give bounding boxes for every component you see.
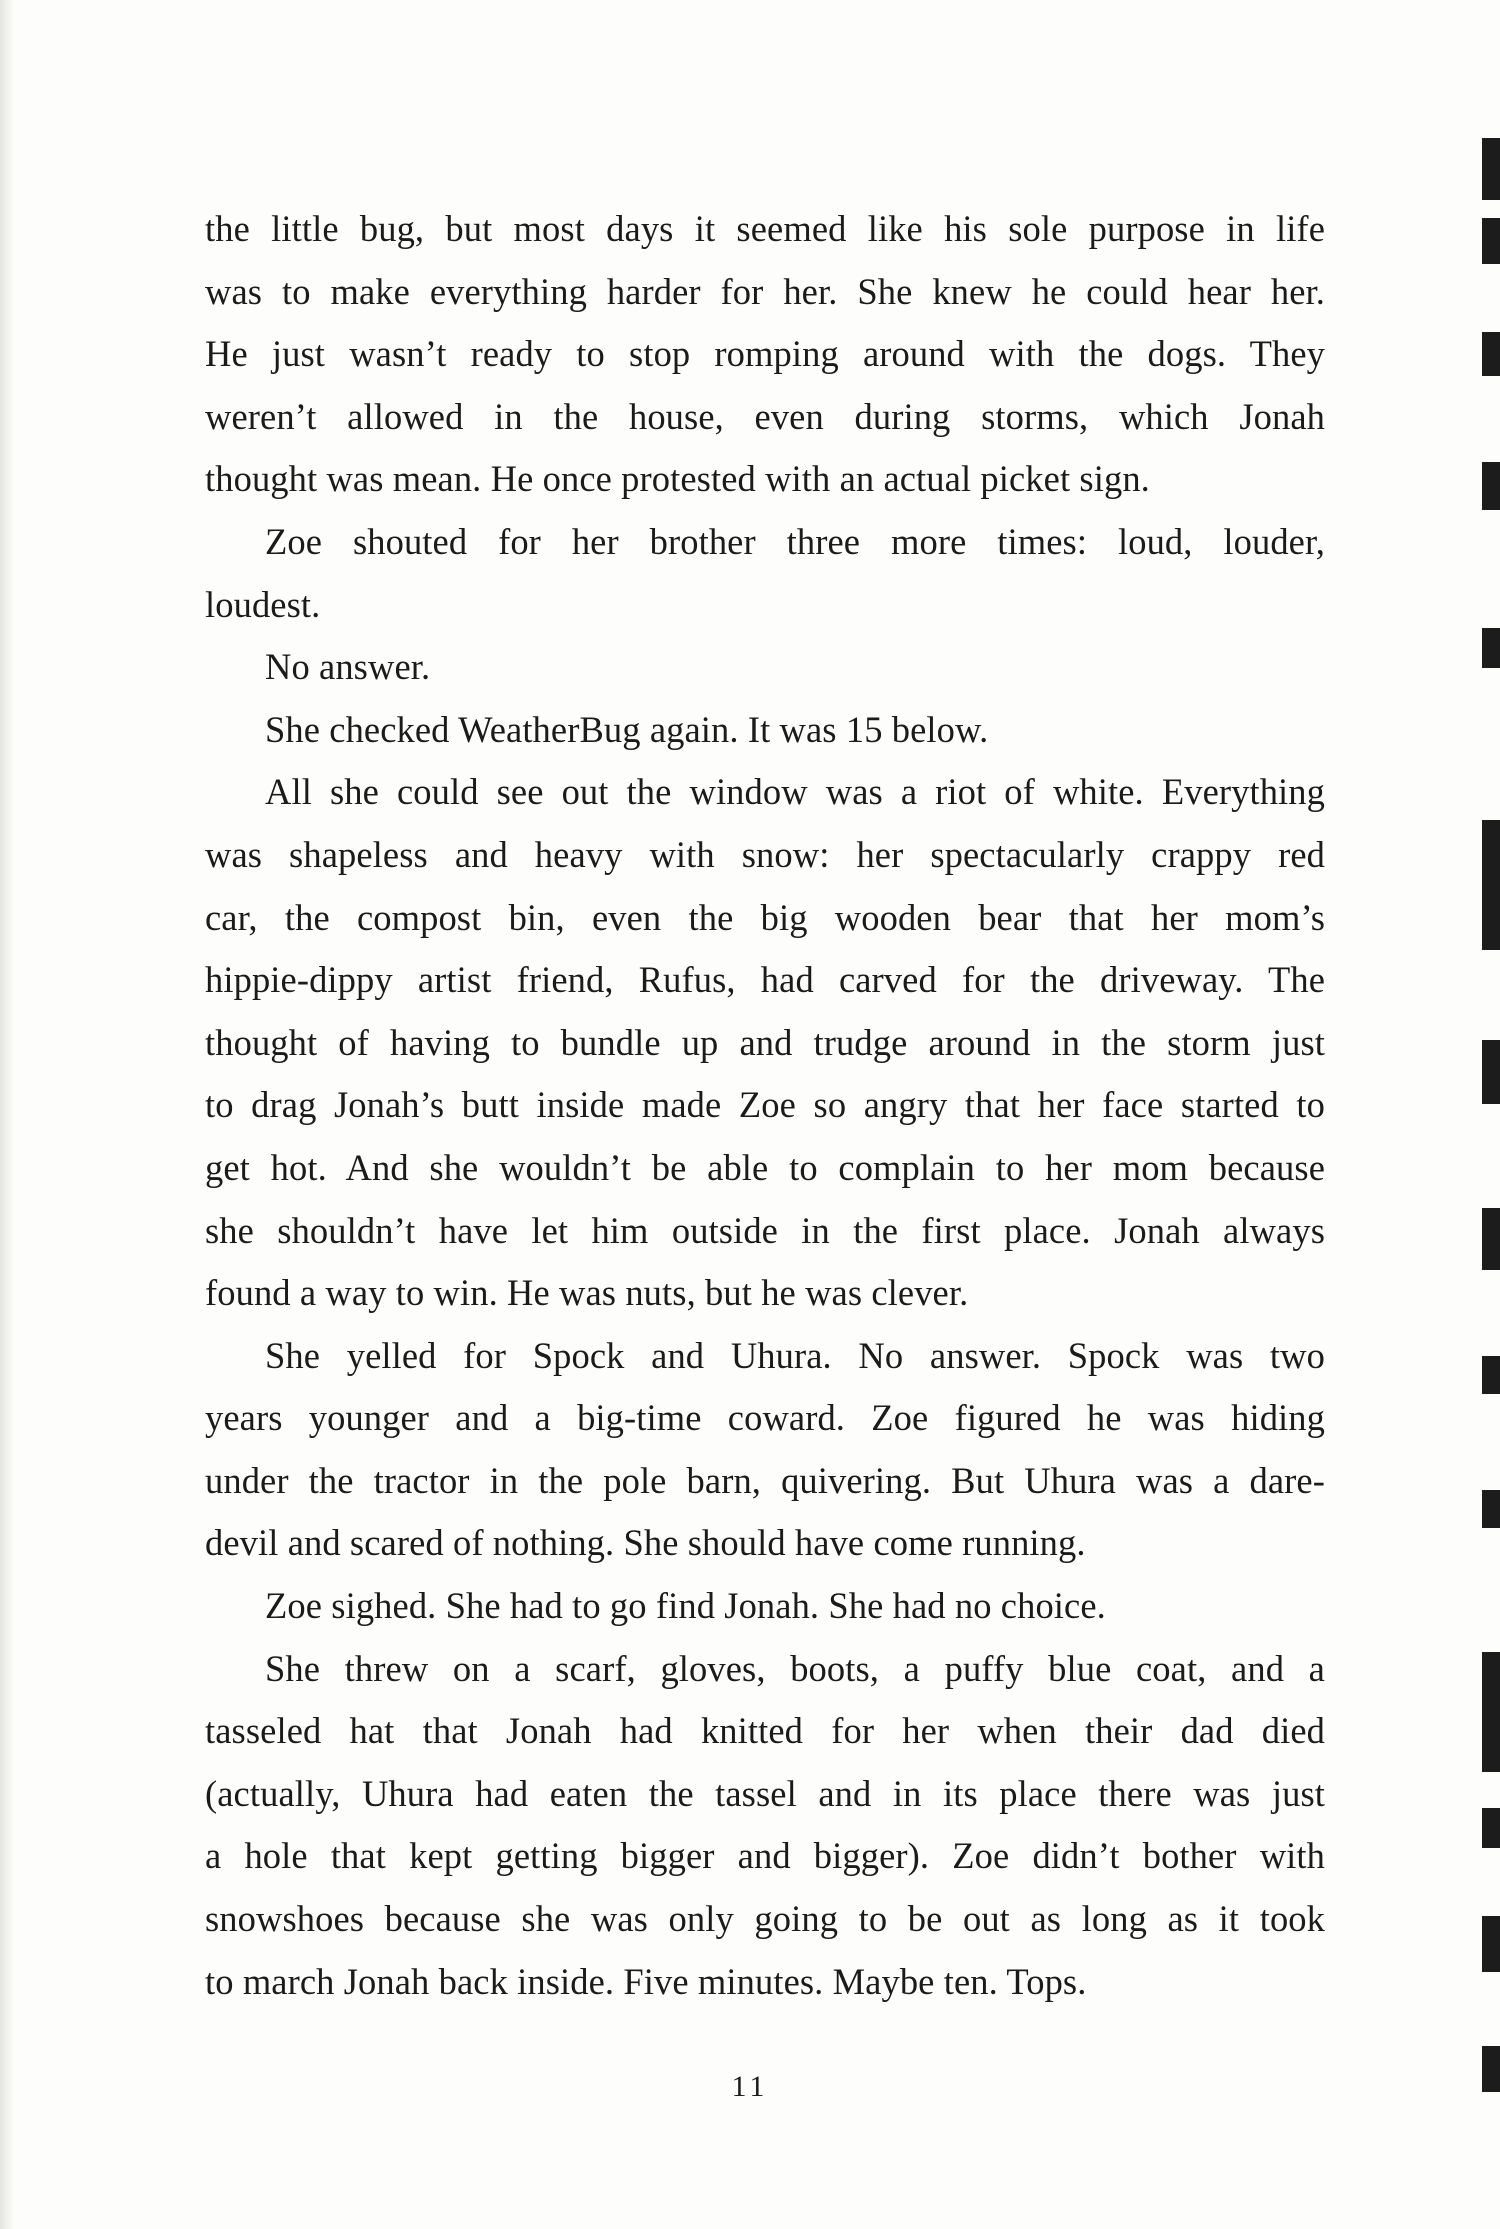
edge-tab-marker	[1482, 218, 1500, 264]
edge-tab-marker	[1482, 332, 1500, 376]
text-line: He just wasn’t ready to stop romping around with the dogs. They	[205, 333, 1325, 375]
text-line: Zoe shouted for her brother three more times: loud, louder,	[265, 520, 1325, 562]
text-line: a hole that kept getting bigger and bigger). Zoe didn’t bother with	[205, 1835, 1325, 1877]
text-line: was shapeless and heavy with snow: her spectacularly crappy red	[205, 833, 1325, 875]
edge-tab-marker	[1482, 138, 1500, 200]
edge-tab-marker	[1482, 820, 1500, 950]
edge-tab-marker	[1482, 628, 1500, 668]
text-line: She threw on a scarf, gloves, boots, a puffy blue coat, and a	[265, 1647, 1325, 1689]
text-line: snowshoes because she was only going to be out as long as it took	[205, 1898, 1325, 1940]
edge-tab-marker	[1482, 1808, 1500, 1848]
text-line: devil and scared of nothing. She should have come running.	[205, 1522, 1086, 1564]
text-line: thought was mean. He once protested with an actual picket sign.	[205, 458, 1150, 500]
edge-tab-marker	[1482, 462, 1500, 510]
text-line: the little bug, but most days it seemed like his sole purpose in life	[205, 208, 1325, 249]
text-line: she shouldn’t have let him outside in the first place. Jonah always	[205, 1209, 1325, 1251]
text-line: to march Jonah back inside. Five minutes. Maybe ten. Tops.	[205, 1960, 1087, 2002]
body-text	[205, 198, 1325, 2013]
edge-tab-marker	[1482, 1208, 1500, 1270]
edge-tab-marker	[1482, 1916, 1500, 1972]
text-line: get hot. And she wouldn’t be able to complain to her mom because	[205, 1146, 1325, 1188]
text-line: found a way to win. He was nuts, but he was clever.	[205, 1272, 969, 1314]
edge-tab-marker	[1482, 1040, 1500, 1104]
text-line: She yelled for Spock and Uhura. No answer. Spock was two	[265, 1334, 1325, 1376]
text-line: years younger and a big-time coward. Zoe figured he was hiding	[205, 1397, 1325, 1439]
text-line: was to make everything harder for her. She knew he could hear her.	[205, 270, 1325, 312]
text-line: Zoe sighed. She had to go find Jonah. She had no choice.	[265, 1585, 1106, 1627]
text-line: hippie-dippy artist friend, Rufus, had carved for the driveway. The	[205, 959, 1325, 1001]
text-line: weren’t allowed in the house, even during storms, which Jonah	[205, 395, 1325, 437]
text-line: loudest.	[205, 583, 321, 625]
text-line: No answer.	[265, 646, 431, 688]
text-line: (actually, Uhura had eaten the tassel and in its place there was just	[205, 1772, 1325, 1814]
text-line: to drag Jonah’s butt inside made Zoe so angry that her face started to	[205, 1084, 1325, 1126]
text-line: thought of having to bundle up and trudge around in the storm just	[205, 1021, 1325, 1063]
text-line: She checked WeatherBug again. It was 15 below.	[265, 708, 989, 750]
page-number: 11	[731, 2070, 769, 2103]
edge-tab-marker	[1482, 1490, 1500, 1528]
gutter-shadow	[0, 0, 14, 2229]
edge-tab-marker	[1482, 1652, 1500, 1772]
text-line: All she could see out the window was a riot of white. Everything	[265, 771, 1325, 813]
text-line: under the tractor in the pole barn, quivering. But Uhura was a dare-	[205, 1459, 1325, 1501]
edge-tab-marker	[1482, 2046, 1500, 2092]
text-line: tasseled hat that Jonah had knitted for her when their dad died	[205, 1710, 1325, 1752]
text-line: car, the compost bin, even the big wooden bear that her mom’s	[205, 896, 1325, 938]
edge-tab-marker	[1482, 1356, 1500, 1394]
